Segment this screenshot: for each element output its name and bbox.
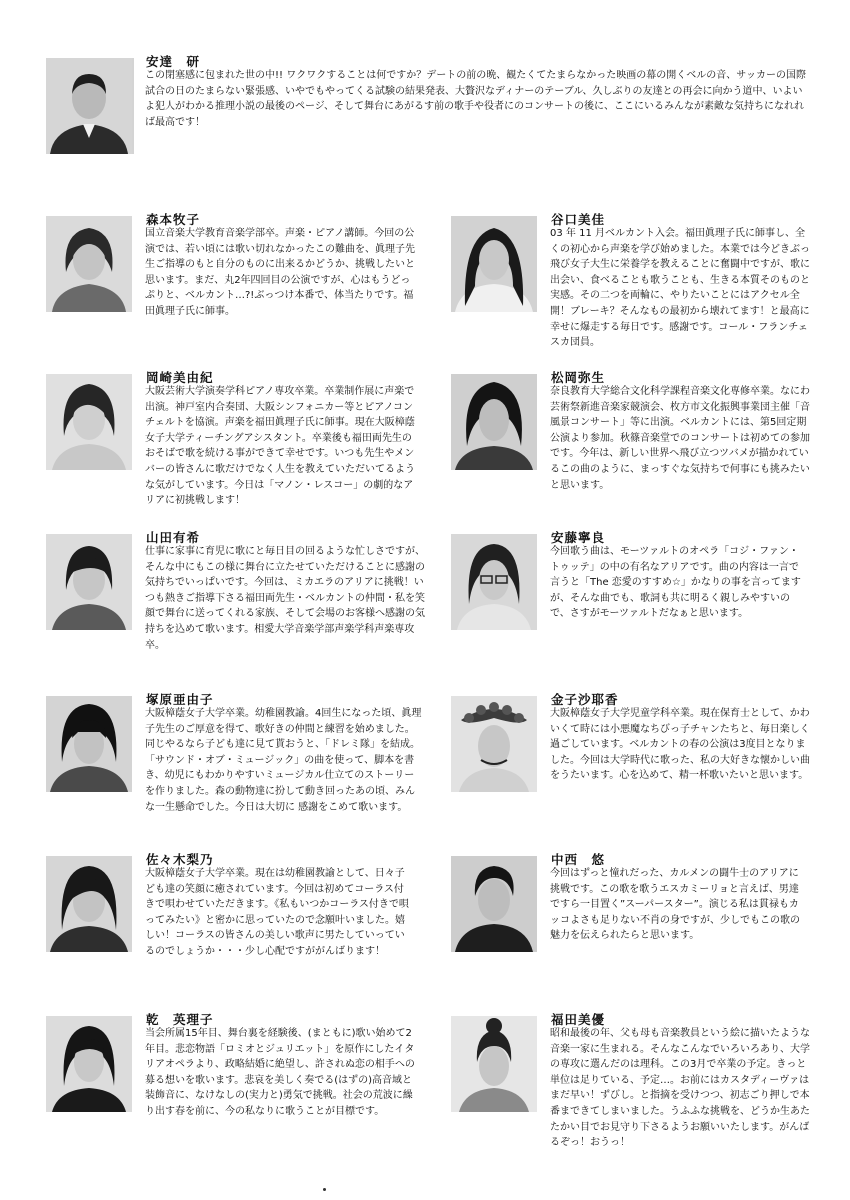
member-bio: 今回はずっと憧れだった、カルメンの闘牛士のアリアに挑戦です。この歌を歌うエスカミーリョと言えば、男達ですら一目置く”スーパースター”。演じる私は貫禄もカッコよさも足りない不肖の身ですが、少しでもこの歌の魅力を伝えられたらと思います。 — [550, 868, 800, 942]
member-name: 佐々木梨乃 — [146, 852, 214, 867]
portrait-image — [451, 856, 537, 952]
member-photo — [451, 1016, 537, 1112]
member-name: 中西 悠 — [551, 852, 606, 867]
member-photo — [46, 374, 132, 470]
portrait-image — [46, 1016, 132, 1112]
member-name: 松岡弥生 — [551, 370, 606, 385]
member-bio: 国立音楽大学教育音楽学部卒。声楽・ピアノ講師。今回の公演では、若い頃には歌い切れなかったこの難曲を、眞理子先生ご指導のもと自分のものに出来るかどうか、挑戦したいと思います。まだ、丸2年四回目の公演ですが、心はもうどっぷりと、ベルカント…?!ぶっつけ本番で、体当たりです。福田眞理子氏に師事。 — [145, 228, 415, 317]
member-name: 安藤寧良 — [551, 530, 606, 545]
portrait-image — [451, 374, 537, 470]
portrait-image — [451, 1016, 537, 1112]
member-name: 乾 英理子 — [146, 1012, 214, 1027]
member-name: 安達 研 — [146, 54, 201, 69]
member-bio: 大阪樟蔭女子大学児童学科卒業。現在保育士として、かわいくて時には小悪魔なちびっ子チャンたちと、毎日楽しく過ごしています。ベルカントの春の公演は3度目となりました。今回は大学時代に歌った、私の大好きな懐かしい曲をうたいます。心を込めて、精一杯歌いたいと思います。 — [550, 708, 810, 782]
member-photo — [451, 696, 537, 792]
member-bio: 奈良教育大学総合文化科学課程音楽文化専修卒業。なにわ芸術祭新進音楽家競演会、枚方市文化振興事業団主催「音風景コンサート」等に出演。ベルカントには、第5回定期公演より参加。秋篠音楽堂でのコンサートは初めての参加です。今年は、新しい世界へ飛び立つツバメが描かれているこの曲のように、まっすぐな気持ちで何事にも挑みたいと思います。 — [550, 386, 810, 491]
member-name: 福田美優 — [551, 1012, 606, 1027]
portrait-image — [451, 696, 537, 792]
member-photo — [46, 1016, 132, 1112]
member-photo — [46, 696, 132, 792]
member-photo — [451, 374, 537, 470]
member-photo — [451, 216, 537, 312]
member-name: 谷口美佳 — [551, 212, 606, 227]
portrait-image — [46, 216, 132, 312]
member-photo — [46, 58, 134, 154]
member-photo — [451, 534, 537, 630]
member-photo — [451, 856, 537, 952]
member-bio: 大阪芸術大学演奏学科ピアノ専攻卒業。卒業制作展に声楽で出演。神戸室内合奏団、大阪シンフォニカー等とピアノコンチェルトを協演。声楽を福田眞理子氏に師事。現在大阪樟蔭女子大学ティーチングアシスタント。卒業後も福田両先生のおそばで歌を続ける事ができて幸せです。いつも先生やメンバーの皆さんに歌だけでなく人生を教えていただいてるような気がしています。今日は「マノン・レスコー」の劇的なアリアに初挑戦します！ — [145, 386, 415, 507]
member-photo — [46, 856, 132, 952]
portrait-image — [46, 58, 132, 154]
member-bio: 大阪樟蔭女子大学卒業。幼稚園教諭。4回生になった頃、眞理子先生のご厚意を得て、歌好きの仲間と練習を始めました。同じやるなら子ども達に見て貰おうと、「ドレミ隊」を結成。「サウンド・オブ・ミュージック」の曲を使って、脚本を書き、幼児にもわかりやすいミュージカル仕立てのストーリーを作りました。森の動物達に扮して動き回ったあの頃、みんな一生懸命でした。今日は大切に 感謝をこめて歌います。 — [145, 708, 422, 813]
portrait-image — [46, 856, 132, 952]
member-name: 森本牧子 — [146, 212, 201, 227]
member-bio: 昭和最後の年、父も母も音楽教員という絵に描いたような音楽一家に生まれる。そんなこんなでいろいろあり、大学の専攻に選んだのは理科。この3月で卒業の予定。きっと単位は足りている、予定…。お前にはカスタディーヴァはまだ早い！ずびし。と指摘を受けつつ、初志ごり押しで本番まできてしまいました。うふふな挑戦を、どうか生あたたかい目でお見守り下さるようお願いいたします。がんばるぞっ！おうっ！ — [550, 1028, 810, 1149]
member-photo — [46, 534, 132, 630]
member-bio: 大阪樟蔭女子大学卒業。現在は幼稚園教諭として、日々子ども達の笑顔に癒されています。今回は初めてコーラス付きで唄わせていただきます。《私もいつかコーラス付きで唄ってみたい》と密かに思っていたので念願叶いました。嬉しい！コーラスの皆さんの美しい歌声に男たしていっているのでしょうか・・・少し心配ですががんばります！ — [145, 868, 409, 957]
portrait-image — [451, 216, 537, 312]
member-bio: 当会所属15年目、舞台裏を経験後、(まともに)歌い始めて2年目。悲恋物語「ロミオとジュリエット」を原作にしたイタリアオペラより、政略結婚に絶望し、許されぬ恋の相手への募る想いを歌います。悲哀を美しく奏でる(はずの)高音域と装飾音に、なけなしの(実力と)勇気で挑戦。社会の荒波に繰り出す春を前に、今の私なりに歌うことが目標です。 — [145, 1028, 415, 1117]
portrait-image — [46, 696, 132, 792]
member-bio: 今回歌う曲は、モーツァルトのオペラ「コジ・ファン・トゥッテ」の中の有名なアリアです。曲の内容は一言で言うと「The 恋愛のすすめ☆」かなりの事を言ってますが、そんな曲でも、歌詞も共に明るく親しみやすいので、さすがモーツァルトだなぁと思います。 — [550, 546, 801, 620]
portrait-image — [451, 534, 537, 630]
member-name: 山田有希 — [146, 530, 201, 545]
member-name: 岡崎美由紀 — [146, 370, 214, 385]
member-photo — [46, 216, 132, 312]
member-name: 金子沙耶香 — [551, 692, 619, 707]
member-bio: 03 年 11 月ベルカント入会。福田眞理子氏に師事し、全くの初心から声楽を学び始めました。本業では今どきぶっ飛び女子大生に栄養学を教えることに奮闘中ですが、歌に出会い、食べることも歌うことも、生きる本質そのものと実感。その二つを両輪に、やりたいことにはアクセル全開！ブレーキ？そんなもの最初から壊れてます！と最高に幸せに爆走する毎日です。感謝です。コール・フランチェスカ団員。 — [550, 228, 810, 349]
member-bio: 仕事に家事に育児に歌にと毎日目の回るような忙しさですが、そんな中にもこの様に舞台に立たせていただけることに感謝の気持ちでいっぱいです。今回は、ミカエラのアリアに挑戦！いつも熱きご指導下さる福田両先生・ベルカントの仲間・私を笑顔で舞台に送ってくれる家族、そして会場のお客様へ感謝の気持ちを込めて歌います。相愛大学音楽学部声楽学科声楽専攻卒。 — [145, 546, 425, 651]
page-mark — [323, 1188, 326, 1191]
portrait-image — [46, 534, 132, 630]
portrait-image — [46, 374, 132, 470]
member-bio: この閉塞感に包まれた世の中!! ワクワクすることは何ですか？デートの前の晩、観たくてたまらなかった映画の幕の開くベルの音、サッカーの国際試合の日のたまらない緊張感、いやでもやってくる試験の結果発表、大贅沢なディナーのテーブル、久しぶりの友達との再会に向かう道中、いよいよ犯人がわかる推理小説の最後のページ、そして舞台にあがるす前の歌手や役者にのコンサートの後に、ここにいるみんなが素敵な気持ちになれれば最高です！ — [145, 70, 806, 128]
member-name: 塚原亜由子 — [146, 692, 214, 707]
